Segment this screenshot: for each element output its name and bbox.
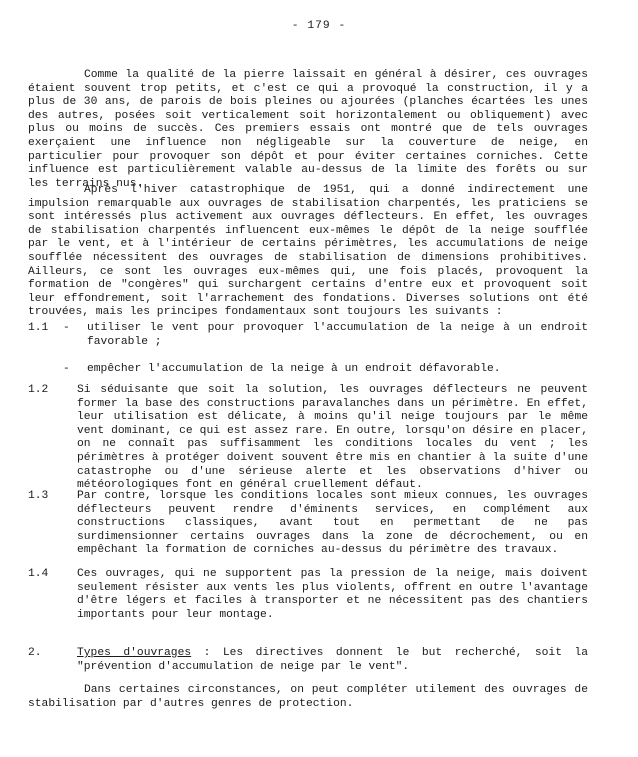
section-text: Ces ouvrages, qui ne supportent pas la pression de la neige, mais doivent seulement résister aux vents les plus violents, offrent en outre l'avantage d'être légers et faciles à transporter et ne nécessitent pas des chantiers importants pour leur montage. — [77, 568, 588, 621]
section-number: 1.4 — [28, 568, 49, 580]
section-text: Par contre, lorsque les conditions locales sont mieux connues, les ouvrages déflecteurs peuvent rendre d'éminents services, en complément aux constructions classiques, avant tout en permettant de ne pas surdimensionner certains ouvrages dans la zone de décrochement, ou en empêchant la formation de corniches au-dessus du périmètre des travaux. — [77, 490, 588, 557]
paragraph-stone-quality: Comme la qualité de la pierre laissait en général à désirer, ces ouvrages étaient souvent trop petits, et c'est ce qui a provoqué la construction, il y a plus de 30 ans, de parois de bois pleines ou ajourées (planches écartées les unes des autres, posées soit verticalement soit horizontalement ou obliquement) avec plus ou moins de succès. Ces premiers essais ont montré que de tels ouvrages exerçaient une influence non négligeable sur la couverture de neige, en particulier pour provoquer son dépôt et pour éviter certaines corniches. Cette influence est particulièrement valable au-dessus de la limite des forêts ou sur les terrains nus. — [28, 69, 588, 190]
paragraph-winter-1951: Après l'hiver catastrophique de 1951, qui a donné indirectement une impulsion remarquable aux ouvrages de stabilisation charpentés, les praticiens se sont intéressés plus activement aux ouvrages déflecteurs. En effet, les ouvrages de stabilisation charpentés influencent eux-mêmes le dépôt de la neige soufflée par le vent, et à l'intérieur de certains périmètres, les accumulations de neige soufflée nécessitent des ouvrages de stabilisation de dimensions prohibitives. Ailleurs, ce sont les ouvrages eux-mêmes qui, une fois placés, provoquent la formation de "congères" qui surchargent certains d'entre eux et provoquent soit leur effondrement, soit l'arrachement des fondations. Diverses solutions ont été trouvées, mais les principes fondamentaux sont toujours les suivants : — [28, 184, 588, 319]
list-item-text: empêcher l'accumulation de la neige à un endroit défavorable. — [87, 363, 501, 375]
list-item-text: utiliser le vent pour provoquer l'accumulation de la neige à un endroit favorable ; — [87, 322, 588, 348]
section-body: : Les directives donnent le but recherché, soit la "prévention d'accumulation de neige par le vent". — [77, 647, 589, 673]
section-2-types — [28, 647, 588, 674]
section-heading: Types d'ouvrages — [77, 647, 192, 659]
section-1-2 — [28, 384, 588, 493]
section-1-3 — [28, 490, 588, 558]
paragraph-other-protection: Dans certaines circonstances, on peut compléter utilement des ouvrages de stabilisation par d'autres genres de protection. — [28, 684, 588, 710]
section-number-spacer — [28, 363, 63, 377]
list-item-wind-accumulation — [28, 322, 588, 349]
section-text: Si séduisante que soit la solution, les ouvrages déflecteurs ne peuvent former la base des constructions paravalanches dans un périmètre. En effet, leur utilisation est délicate, à moins qu'il neige toujours par le même vent dominant, ce qui est assez rare. En outre, lorsqu'on désire en placer, on ne connaît pas suffisamment les conditions locales du vent ; les périmètres à protéger doivent souvent être mis en chantier à la suite d'une catastrophe ou d'une sérieuse alerte et les observations d'hiver ou météorologiques font en général cruellement défaut. — [77, 384, 588, 492]
list-dash: - — [63, 322, 70, 334]
section-number: 1.1 — [28, 322, 49, 334]
section-number: 1.2 — [28, 384, 49, 396]
section-number: 2. — [28, 647, 42, 659]
section-text — [77, 647, 588, 674]
section-1-4 — [28, 568, 588, 622]
list-item-prevent-accumulation — [28, 363, 588, 377]
page-number: - 179 - — [291, 20, 347, 32]
list-dash: - — [63, 363, 70, 375]
section-number: 1.3 — [28, 490, 49, 502]
